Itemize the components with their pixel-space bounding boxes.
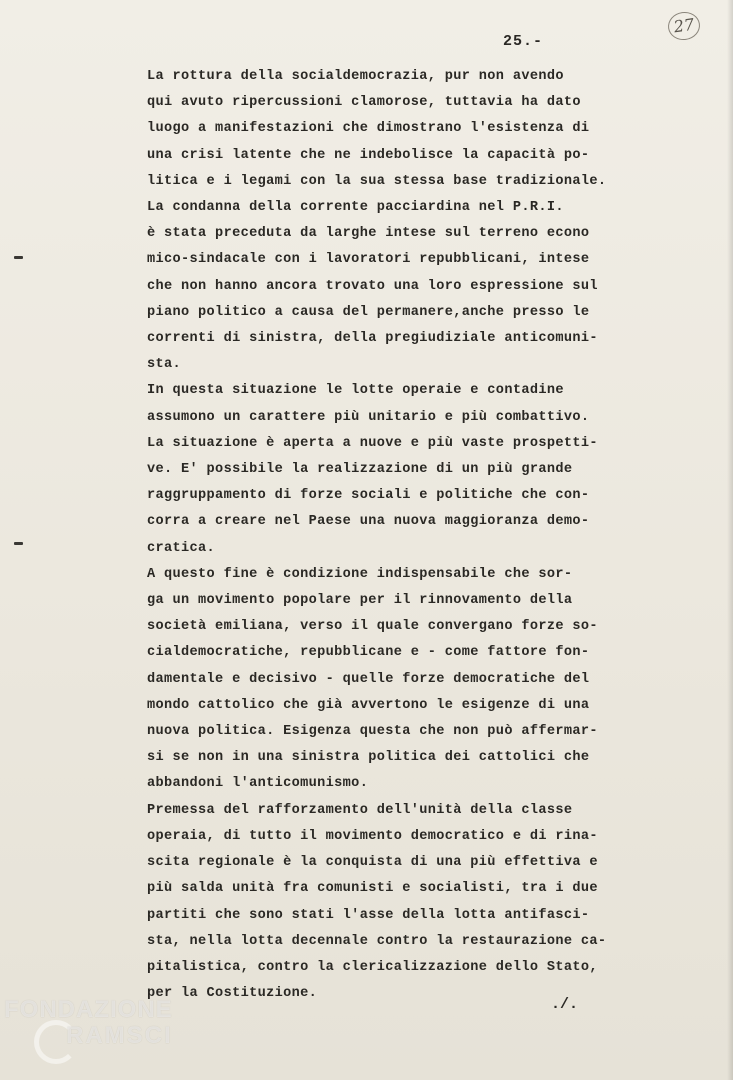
text-line: ve. E' possibile la realizzazione di un più grande [147,462,573,478]
text-line: sta. [147,357,182,373]
margin-punch-mark [14,542,23,545]
typed-body-text [147,64,637,1007]
text-line: per la Costituzione. [147,986,318,1002]
page-number: 25.- [503,33,544,50]
text-line: La situazione è aperta a nuove e più vaste prospetti- [147,435,598,451]
continuation-mark: ./. [551,996,579,1013]
text-line: raggruppamento di forze sociali e politiche che con- [147,488,590,504]
text-line: una crisi latente che ne indebolisce la capacità po- [147,147,590,163]
text-line: litica e i legami con la sua stessa base tradizionale. [147,173,607,189]
text-line: operaia, di tutto il movimento democratico e di rina- [147,828,598,844]
text-line: ga un movimento popolare per il rinnovamento della [147,593,573,609]
watermark-line-1: FONDAZIONE [4,996,173,1023]
text-line: assumono un carattere più unitario e più combattivo. [147,409,590,425]
text-line: qui avuto ripercussioni clamorose, tuttavia ha dato [147,95,581,111]
text-line: si se non in una sinistra politica dei cattolici che [147,750,590,766]
text-line: è stata preceduta da larghe intese sul terreno econo [147,226,590,242]
text-line: mondo cattolico che già avvertono le esigenze di una [147,697,590,713]
text-line: che non hanno ancora trovato una loro espressione sul [147,278,598,294]
text-line: abbandoni l'anticomunismo. [147,776,369,792]
margin-punch-mark [14,256,23,259]
text-line: scita regionale è la conquista di una più effettiva e [147,855,598,871]
text-line: corra a creare nel Paese una nuova maggioranza demo- [147,514,590,530]
text-line: più salda unità fra comunisti e socialisti, tra i due [147,881,598,897]
folio-number-stamp: 27 [666,10,702,42]
text-line: La condanna della corrente pacciardina nel P.R.I. [147,200,564,216]
text-line: correnti di sinistra, della pregiudiziale anticomuni- [147,331,598,347]
text-line: partiti che sono stati l'asse della lotta antifasci- [147,907,590,923]
watermark-line-2: RAMSCI [66,1022,173,1049]
text-line: luogo a manifestazioni che dimostrano l'esistenza di [147,121,590,137]
text-line: In questa situazione le lotte operaie e contadine [147,383,564,399]
text-line: mico-sindacale con i lavoratori repubblicani, intese [147,252,590,268]
text-line: sta, nella lotta decennale contro la restaurazione ca- [147,933,607,949]
text-line: società emiliana, verso il quale convergano forze so- [147,619,598,635]
page-edge-shadow [727,0,733,1080]
paragraph [147,562,637,798]
text-line: pitalistica, contro la clericalizzazione dello Stato, [147,959,598,975]
text-line: cratica. [147,540,216,556]
text-line: La rottura della socialdemocrazia, pur non avendo [147,69,564,84]
text-line: piano politico a causa del permanere,anche presso le [147,304,590,320]
text-line: cialdemocratiche, repubblicane e - come fattore fon- [147,645,590,661]
paragraph [147,798,637,1008]
text-line: nuova politica. Esigenza questa che non può affermar- [147,724,598,740]
text-line: A questo fine è condizione indispensabile che sor- [147,566,573,582]
text-line: Premessa del rafforzamento dell'unità della classe [147,802,573,818]
paragraph [147,64,637,195]
paragraph [147,378,637,561]
paragraph [147,195,637,378]
text-line: damentale e decisivo - quelle forze democratiche del [147,671,590,687]
fondazione-gramsci-watermark [4,996,204,1076]
